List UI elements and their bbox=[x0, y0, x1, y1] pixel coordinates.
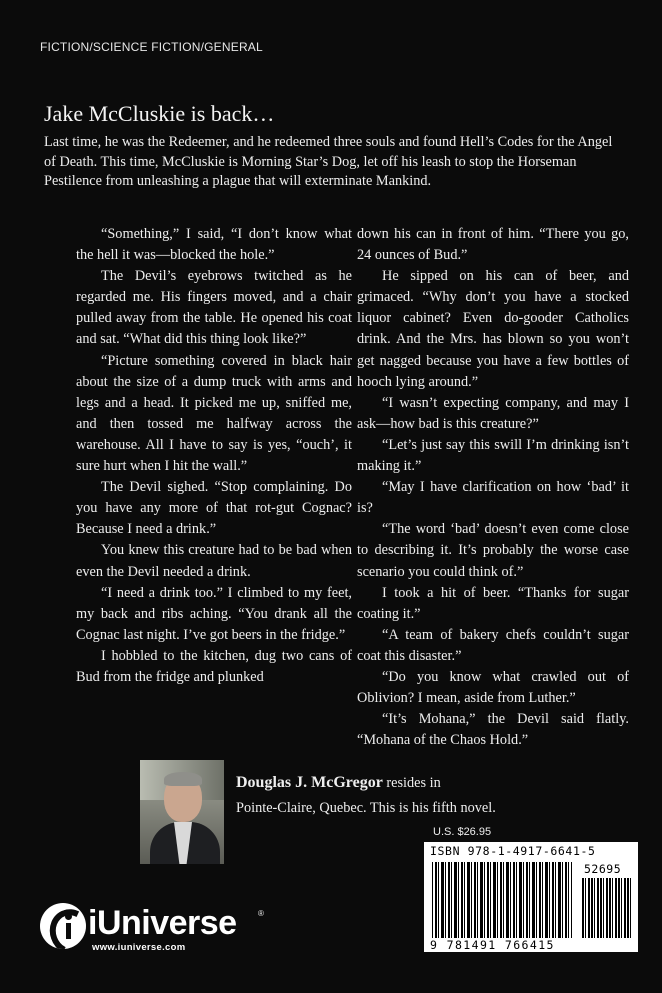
publisher-url: www.iuniverse.com bbox=[92, 942, 186, 953]
publisher-name: iUniverse bbox=[88, 904, 237, 942]
registered-mark: ® bbox=[258, 909, 264, 918]
barcode bbox=[424, 842, 638, 952]
iuniverse-logo-icon bbox=[40, 903, 86, 949]
excerpt-paragraph: “Picture something covered in black hair about the size of a dump truck with arms and legs and a head. It picked me up, sniffed me, and then tossed me halfway across the warehouse. All I have to say is yes, “ouch’, it sure hurt when I hit the wall.” bbox=[76, 352, 352, 475]
author-bio-line2: Pointe-Claire, Quebec. This is his fifth novel. bbox=[236, 800, 496, 816]
barcode-addon-bars bbox=[582, 878, 632, 938]
price-label: U.S. $26.95 bbox=[433, 826, 492, 838]
excerpt-paragraph: “A team of bakery chefs couldn’t sugar coat this disaster.” bbox=[357, 626, 629, 664]
author-photo bbox=[140, 760, 224, 864]
excerpt-paragraph: The Devil sighed. “Stop complaining. Do you have any more of that rot-gut Cognac? Because I need a drink.” bbox=[76, 479, 352, 538]
excerpt-paragraph: “The word ‘bad’ doesn’t even come close to describing it. It’s probably the worse case scenario you could think of.” bbox=[357, 521, 629, 580]
isbn-text: ISBN 978-1-4917-6641-5 bbox=[430, 844, 596, 858]
excerpt-paragraph: “Something,” I said, “I don’t know what the hell it was—blocked the hole.” bbox=[76, 226, 352, 264]
excerpt-paragraph: You knew this creature had to be bad when even the Devil needed a drink. bbox=[76, 542, 352, 580]
excerpt-paragraph: down his can in front of him. “There you go, 24 ounces of Bud.” bbox=[357, 226, 629, 264]
barcode-bars bbox=[432, 862, 572, 938]
excerpt-paragraph: He sipped on his can of beer, and grimaced. “Why don’t you have a stocked liquor cabinet? Even do-gooder Catholics drink. And the Mrs. has blown so you won’t get nagged because you have a few bottles of hooch lying around.” bbox=[357, 268, 629, 390]
excerpt-column-left bbox=[76, 224, 352, 688]
excerpt-paragraph: “May I have clarification on how ‘bad’ it is? bbox=[357, 479, 629, 517]
author-name: Douglas J. McGregor bbox=[236, 774, 383, 791]
excerpt-paragraph: “I wasn’t expecting company, and may I ask—how bad is this creature?” bbox=[357, 394, 629, 432]
excerpt-paragraph: “Let’s just say this swill I’m drinking isn’t making it.” bbox=[357, 436, 629, 475]
publisher-logo bbox=[40, 903, 270, 963]
excerpt-paragraph: I took a hit of beer. “Thanks for sugar coating it.” bbox=[357, 584, 629, 622]
excerpt-paragraph: “Do you know what crawled out of Oblivion? I mean, aside from Luther.” bbox=[357, 668, 629, 707]
ean-text: 9 781491 766415 bbox=[430, 938, 555, 952]
excerpt-paragraph: “It’s Mohana,” the Devil said flatly. “Mohana of the Chaos Hold.” bbox=[357, 711, 629, 749]
excerpt-column-right bbox=[357, 224, 629, 751]
blurb: Last time, he was the Redeemer, and he redeemed three souls and found Hell’s Codes for the Angel of Death. This time, McCluskie is Morning Star’s Dog, let off his leash to stop the Horseman Pestilence from unleashing a plague that will exterminate Mankind. bbox=[44, 134, 613, 189]
excerpt-paragraph: I hobbled to the kitchen, dug two cans of Bud from the fridge and plunked bbox=[76, 647, 352, 685]
genre-label: FICTION/SCIENCE FICTION/GENERAL bbox=[40, 40, 263, 54]
excerpt-paragraph: “I need a drink too.” I climbed to my feet, my back and ribs aching. “You drank all the Cognac last night. I’ve got beers in the fridge.” bbox=[76, 584, 352, 643]
excerpt-paragraph: The Devil’s eyebrows twitched as he regarded me. His fingers moved, and a chair pulled away from the table. He opened his coat and sat. “What did this thing look like?” bbox=[76, 268, 352, 348]
headline: Jake McCluskie is back… bbox=[44, 101, 275, 126]
author-bio-line1: resides in bbox=[382, 775, 441, 791]
barcode-addon-text: 52695 bbox=[584, 862, 622, 876]
author-bio bbox=[236, 770, 536, 821]
